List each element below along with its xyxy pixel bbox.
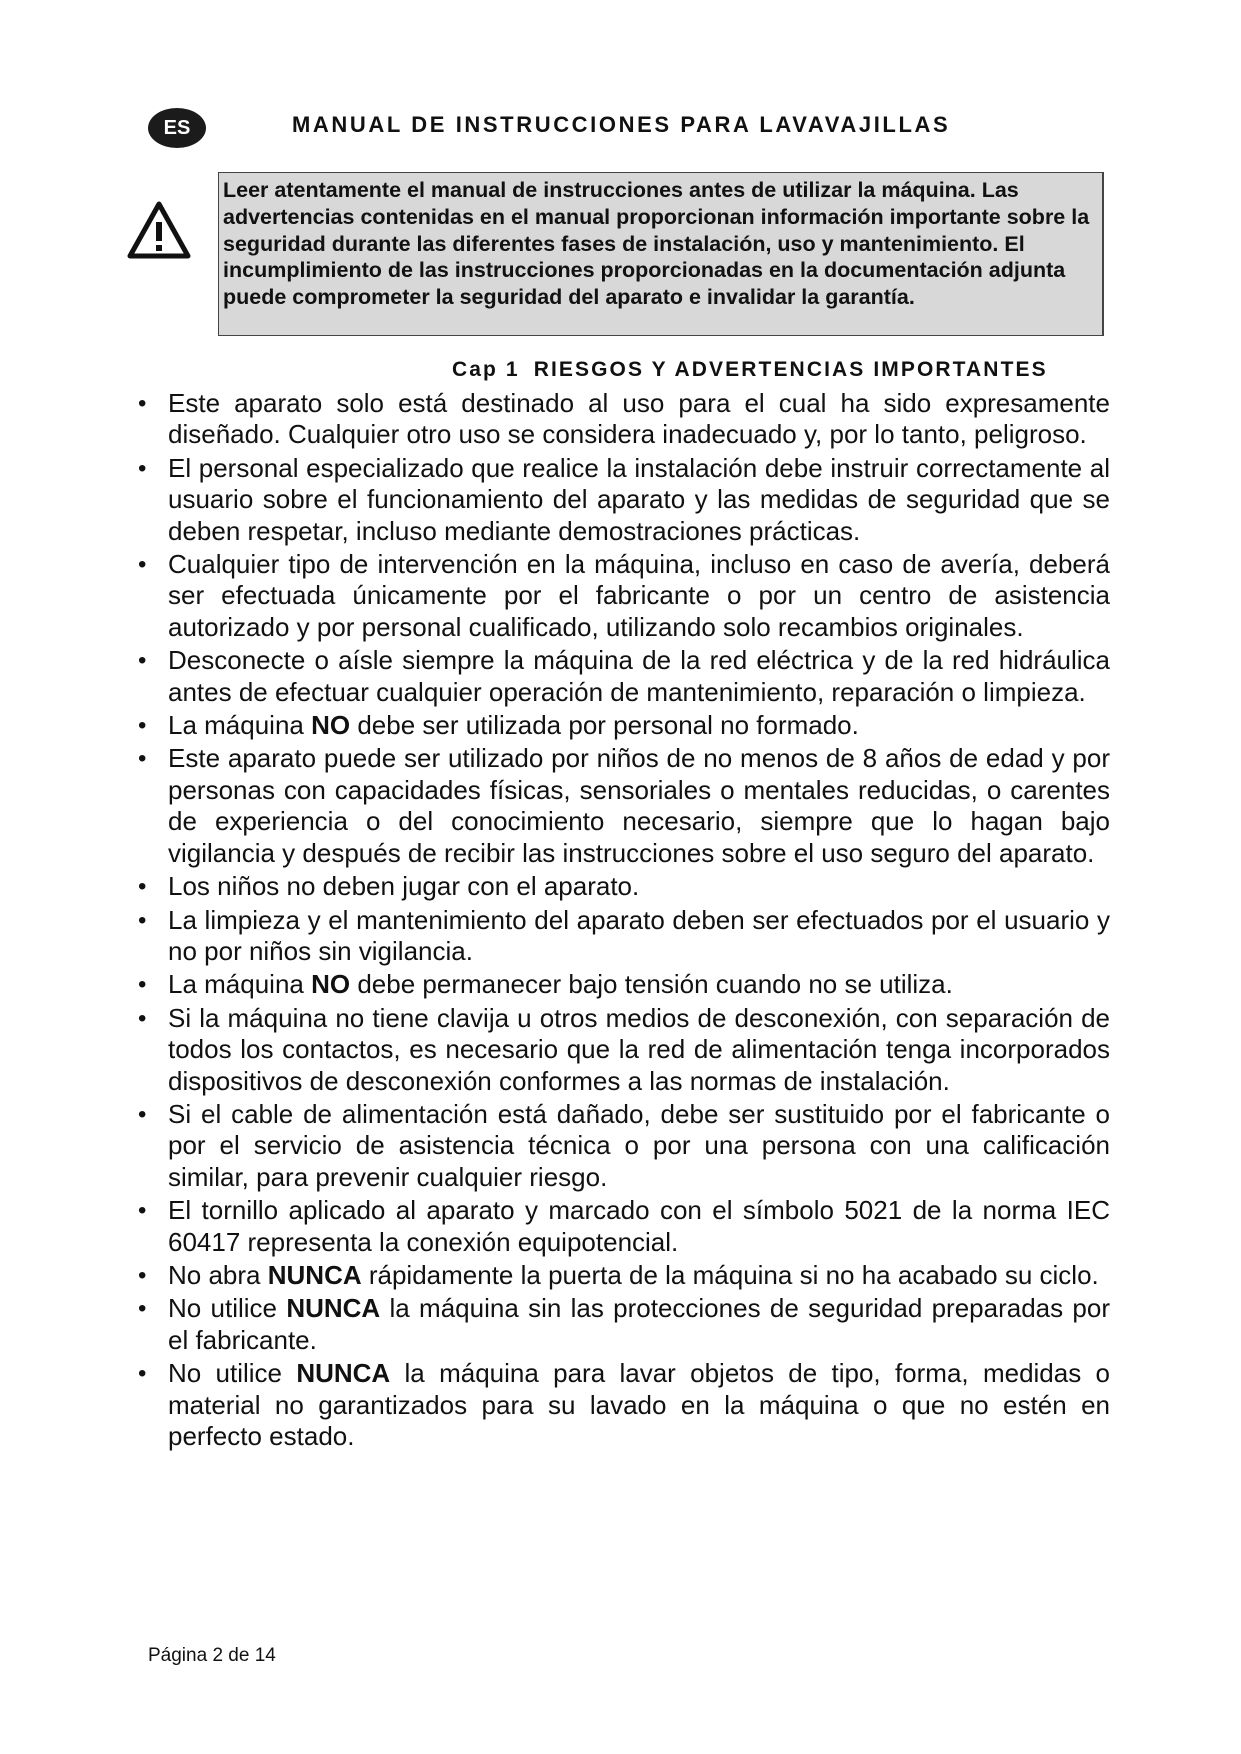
list-item-text-continued: la máquina sin las protecciones de seguridad preparadas por el fabricante. (168, 1293, 1110, 1355)
list-item (138, 452, 1110, 547)
bullet-icon: • (138, 1004, 147, 1032)
chapter-heading (452, 358, 1048, 382)
warning-notice-text: Leer atentamente el manual de instrucciones antes de utilizar la máquina. Las advertencias contenidas en el manual proporcionan información importante sobre la seguridad durante las diferentes fases de instalación, uso y mantenimiento. El incumplimiento de las instrucciones proporcionadas en la documentación adjunta puede comprometer la seguridad del aparato e invalidar la garantía. (223, 178, 1090, 310)
list-item (138, 969, 1110, 1000)
list-item (138, 1002, 1110, 1097)
bullet-icon: • (138, 745, 147, 773)
list-item-text-continued: debe ser utilizada por personal no formado. (350, 710, 859, 741)
list-item (138, 645, 1110, 708)
list-item-emphasis: NO (311, 710, 351, 741)
bullet-icon: • (138, 1360, 147, 1388)
list-item-text: Cualquier tipo de intervención en la máquina, incluso en caso de avería, deberá ser efectuada únicamente por el fabricante o por un centro de asistencia autorizado y por personal cualificado, utilizando solo recambios originales. (168, 549, 1110, 642)
list-item (138, 549, 1110, 643)
list-item-text: No abra (168, 1259, 268, 1290)
safety-warnings-list (138, 388, 1110, 1454)
list-item (138, 1259, 1110, 1291)
list-item-text: La máquina (168, 710, 312, 741)
list-item-text: La máquina (168, 969, 312, 1000)
list-item-text: No utilice (168, 1293, 287, 1324)
list-item (138, 904, 1110, 968)
list-item-text: La limpieza y el mantenimiento del aparato deben ser efectuados por el usuario y no por niños sin vigilancia. (168, 904, 1110, 966)
list-item-emphasis: NUNCA (286, 1293, 381, 1324)
list-item (138, 1098, 1110, 1193)
bullet-icon: • (138, 647, 147, 675)
bullet-icon: • (138, 1295, 147, 1323)
bullet-icon: • (138, 1100, 147, 1128)
list-item (138, 388, 1110, 451)
language-badge (148, 108, 206, 148)
list-item-text: Desconecte o aísle siempre la máquina de la red eléctrica y de la red hidráulica antes de efectuar cualquier operación de mantenimiento, reparación o limpieza. (168, 645, 1110, 707)
bullet-icon: • (138, 712, 147, 740)
bullet-icon: • (138, 906, 147, 934)
warning-notice-box (218, 172, 1104, 336)
chapter-label: Cap 1 (452, 358, 520, 381)
list-item-text: Los niños no deben jugar con el aparato. (168, 871, 640, 902)
list-item (138, 871, 1110, 902)
list-item-emphasis: NO (311, 969, 351, 1000)
list-item-text: No utilice (168, 1358, 297, 1389)
list-item-text: El tornillo aplicado al aparato y marcado con el símbolo 5021 de la norma IEC 60417 representa la conexión equipotencial. (168, 1195, 1110, 1257)
list-item (138, 1195, 1110, 1258)
list-item (138, 1358, 1110, 1452)
list-item-text: Este aparato solo está destinado al uso para el cual ha sido expresamente diseñado. Cualquier otro uso se considera inadecuado y, por lo tanto, peligroso. (168, 388, 1110, 450)
bullet-icon: • (138, 1197, 147, 1225)
list-item (138, 1293, 1110, 1356)
page-number: Página 2 de 14 (148, 1645, 276, 1666)
list-item-emphasis: NUNCA (267, 1259, 362, 1290)
warning-triangle-icon (126, 200, 192, 260)
bullet-icon: • (138, 551, 147, 579)
list-item-text: Este aparato puede ser utilizado por niños de no menos de 8 años de edad y por personas con capacidades físicas, sensoriales o mentales reducidas, o carentes de experiencia o del conocimiento necesario, siempre que lo hagan bajo vigilancia y después de recibir las instrucciones sobre el uso seguro del aparato. (168, 743, 1110, 868)
language-badge-label: ES (163, 116, 191, 139)
list-item (138, 743, 1110, 869)
bullet-icon: • (138, 873, 147, 901)
bullet-icon: • (138, 390, 147, 417)
document-title: MANUAL DE INSTRUCCIONES PARA LAVAVAJILLAS (292, 112, 951, 137)
list-item-text: El personal especializado que realice la instalación debe instruir correctamente al usuario sobre el funcionamiento del aparato y las medidas de seguridad que se deben respetar, incluso mediante demostraciones prácticas. (168, 452, 1110, 546)
bullet-icon: • (138, 454, 147, 482)
chapter-title: RIESGOS Y ADVERTENCIAS IMPORTANTES (533, 358, 1048, 381)
list-item (138, 710, 1110, 741)
bullet-icon: • (138, 971, 147, 999)
list-item-text: Si la máquina no tiene clavija u otros medios de desconexión, con separación de todos los contactos, es necesario que la red de alimentación tenga incorporados dispositivos de desconexión conformes a las normas de instalación. (168, 1002, 1110, 1096)
list-item-text-continued: rápidamente la puerta de la máquina si no ha acabado su ciclo. (361, 1259, 1099, 1290)
list-item-text-continued: la máquina para lavar objetos de tipo, forma, medidas o material no garantizados para su lavado en la máquina o que no estén en perfecto estado. (168, 1358, 1110, 1451)
list-item-text: Si el cable de alimentación está dañado, debe ser sustituido por el fabricante o por el servicio de asistencia técnica o por una persona con una calificación similar, para prevenir cualquier riesgo. (168, 1098, 1110, 1192)
list-item-emphasis: NUNCA (296, 1358, 391, 1389)
bullet-icon: • (138, 1261, 147, 1289)
list-item-text-continued: debe permanecer bajo tensión cuando no se utiliza. (350, 969, 953, 1000)
